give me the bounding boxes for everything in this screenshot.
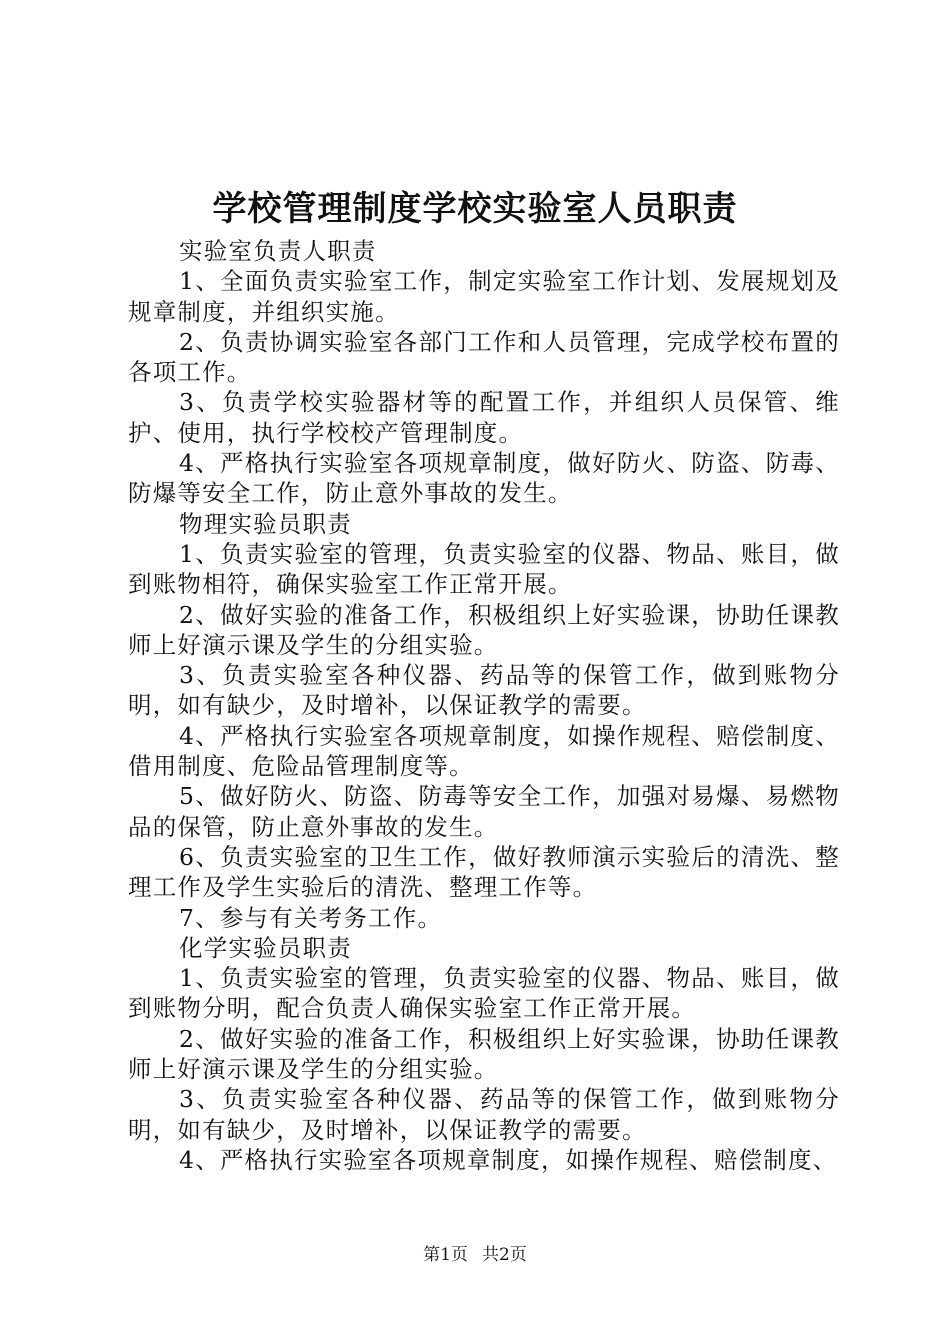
document-title: 学校管理制度学校实验室人员职责 xyxy=(212,189,738,229)
paragraph: 7、参与有关考务工作。 xyxy=(179,903,443,932)
page-number: 第1页 xyxy=(423,1245,468,1265)
document-body xyxy=(128,236,840,1175)
section-heading-lab-director: 实验室负责人职责 xyxy=(179,237,377,265)
section-heading-chemistry-lab-staff: 化学实验员职责 xyxy=(179,933,352,962)
paragraph: 4、严格执行实验室各项规章制度，如操作规程、赔偿制度、借用制度、危险品管理制度等。 xyxy=(128,721,840,781)
section-heading-physics-lab-staff: 物理实验员职责 xyxy=(179,509,352,538)
page-footer xyxy=(0,1243,950,1267)
paragraph: 1、负责实验室的管理，负责实验室的仪器、物品、账目，做到账物分明，配合负责人确保实验室工作正常开展。 xyxy=(128,964,840,1023)
paragraph: 2、负责协调实验室各部门工作和人员管理，完成学校布置的各项工作。 xyxy=(128,327,840,387)
paragraph: 4、严格执行实验室各项规章制度，如操作规程、赔偿制度、 xyxy=(179,1145,838,1174)
paragraph: 5、做好防火、防盗、防毒等安全工作，加强对易爆、易燃物品的保管，防止意外事故的发生。 xyxy=(128,782,840,841)
paragraph: 3、负责学校实验器材等的配置工作，并组织人员保管、维护、使用，执行学校校产管理制度。 xyxy=(128,388,840,447)
paragraph: 6、负责实验室的卫生工作，做好教师演示实验后的清洗、整理工作及学生实验后的清洗、整理工作等。 xyxy=(128,842,840,902)
page-total: 共2页 xyxy=(482,1245,527,1265)
paragraph: 1、负责实验室的管理，负责实验室的仪器、物品、账目，做到账物相符，确保实验室工作正常开展。 xyxy=(128,539,840,599)
paragraph: 3、负责实验室各种仪器、药品等的保管工作，做到账物分明，如有缺少，及时增补，以保证教学的需要。 xyxy=(128,1085,840,1144)
paragraph: 4、严格执行实验室各项规章制度，做好防火、防盗、防毒、防爆等安全工作，防止意外事故的发生。 xyxy=(128,449,840,508)
paragraph: 2、做好实验的准备工作，积极组织上好实验课，协助任课教师上好演示课及学生的分组实验。 xyxy=(128,600,840,659)
paragraph: 1、全面负责实验室工作，制定实验室工作计划、发展规划及规章制度，并组织实施。 xyxy=(128,267,840,326)
paragraph: 2、做好实验的准备工作，积极组织上好实验课，协助任课教师上好演示课及学生的分组实验。 xyxy=(128,1024,840,1084)
paragraph: 3、负责实验室各种仪器、药品等的保管工作，做到账物分明，如有缺少，及时增补，以保证教学的需要。 xyxy=(128,661,840,720)
